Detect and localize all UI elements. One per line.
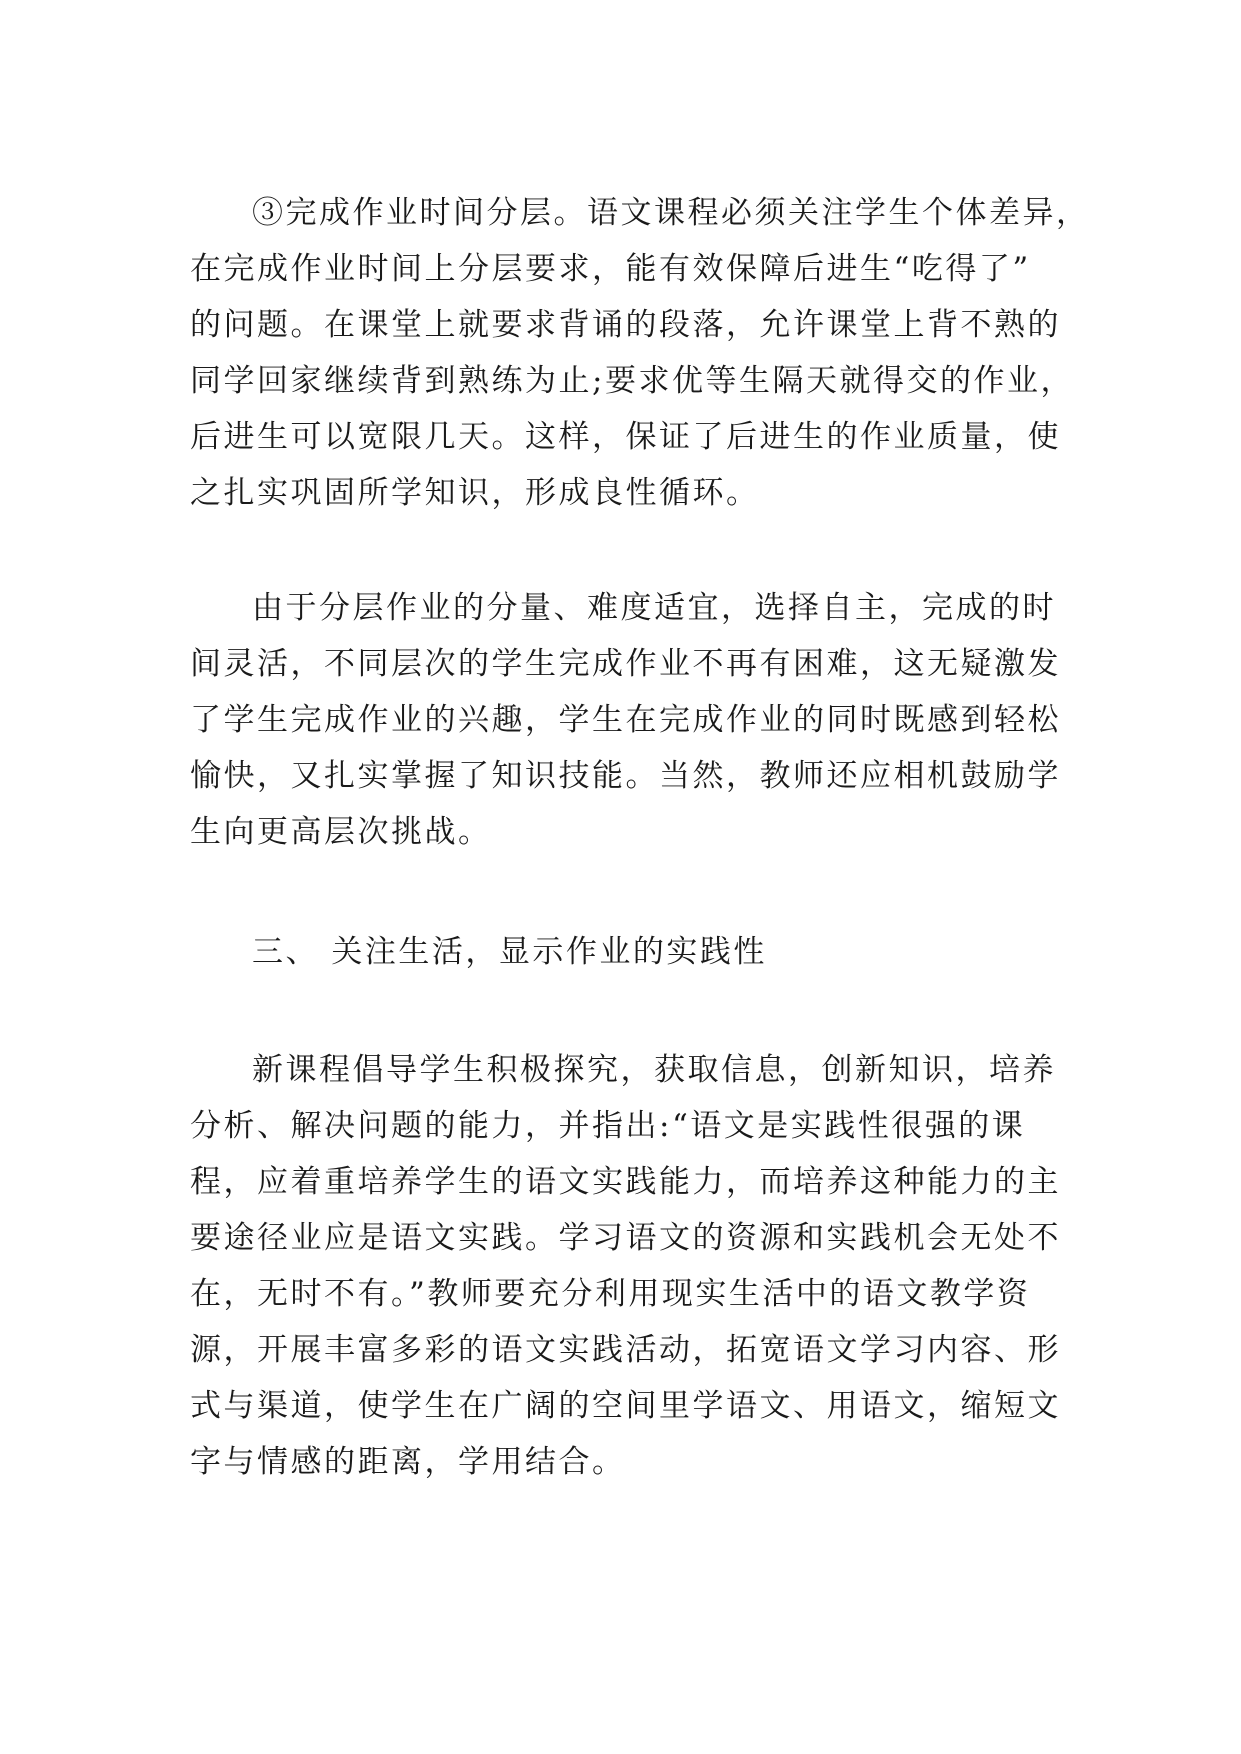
paragraph-2-line-3: 了学生完成作业的兴趣，学生在完成作业的同时既感到轻松 — [190, 702, 1061, 738]
paragraph-1-line-2: 在完成作业时间上分层要求，能有效保障后进生“吃得了” — [190, 251, 1031, 287]
paragraph-2-line-5: 生向更高层次挑战。 — [190, 814, 492, 850]
paragraph-1-line-6: 之扎实巩固所学知识，形成良性循环。 — [190, 475, 760, 511]
paragraph-1-line-1: ③完成作业时间分层。语文课程必须关注学生个体差异， — [252, 195, 1090, 231]
paragraph-3-line-4: 要途径业应是语文实践。学习语文的资源和实践机会无处不 — [190, 1220, 1061, 1256]
paragraph-1-line-5: 后进生可以宽限几天。这样，保证了后进生的作业质量，使 — [190, 419, 1061, 455]
paragraph-3-line-8: 字与情感的距离，学用结合。 — [190, 1444, 626, 1480]
paragraph-3-line-7: 式与渠道，使学生在广阔的空间里学语文、用语文，缩短文 — [190, 1388, 1061, 1424]
paragraph-3-line-5: 在，无时不有。”教师要充分利用现实生活中的语文教学资 — [190, 1276, 1031, 1312]
paragraph-2-line-1: 由于分层作业的分量、难度适宜，选择自主，完成的时 — [252, 590, 1056, 626]
paragraph-2-line-2: 间灵活，不同层次的学生完成作业不再有困难，这无疑激发 — [190, 646, 1061, 682]
paragraph-3-line-1: 新课程倡导学生积极探究，获取信息，创新知识，培养 — [252, 1052, 1056, 1088]
paragraph-3-line-6: 源，开展丰富多彩的语文实践活动，拓宽语文学习内容、形 — [190, 1332, 1061, 1368]
paragraph-1-line-4: 同学回家继续背到熟练为止;要求优等生隔天就得交的作业， — [190, 363, 1074, 399]
paragraph-2-line-4: 愉快，又扎实掌握了知识技能。当然，教师还应相机鼓励学 — [190, 758, 1061, 794]
paragraph-3-line-3: 程，应着重培养学生的语文实践能力，而培养这种能力的主 — [190, 1164, 1061, 1200]
paragraph-1-line-3: 的问题。在课堂上就要求背诵的段落，允许课堂上背不熟的 — [190, 307, 1061, 343]
section-heading: 三、 关注生活，显示作业的实践性 — [252, 934, 767, 970]
paragraph-3-line-2: 分析、解决问题的能力，并指出:“语文是实践性很强的课 — [190, 1108, 1026, 1144]
